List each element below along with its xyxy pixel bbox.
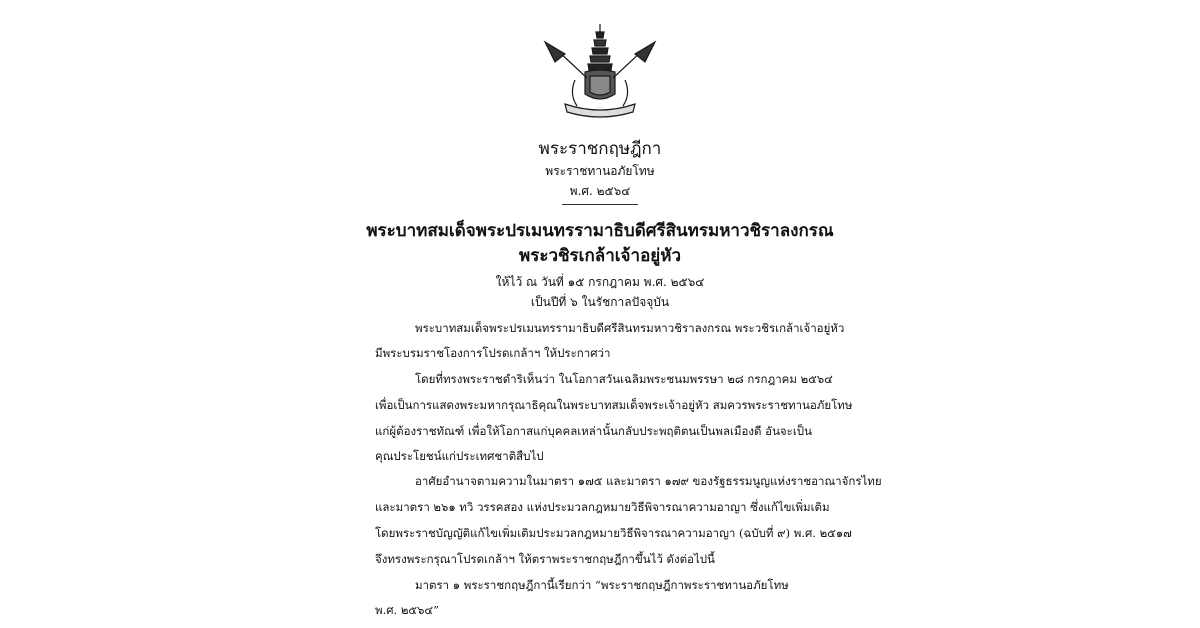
divider xyxy=(562,204,638,205)
decree-title: พระราชกฤษฎีกา xyxy=(538,139,662,159)
body-line: พระบาทสมเด็จพระปรเมนทรรามาธิบดีศรีสินทรมหาวชิราลงกรณ พระวชิรเกล้าเจ้าอยู่หัว xyxy=(415,321,845,335)
reign-year: เป็นปีที่ ๖ ในรัชกาลปัจจุบัน xyxy=(530,295,670,309)
decree-year: พ.ศ. ๒๕๖๔ xyxy=(569,184,631,198)
decree-subtitle: พระราชทานอภัยโทษ xyxy=(545,164,655,178)
king-name-line2: พระวชิรเกล้าเจ้าอยู่หัว xyxy=(519,246,681,266)
given-date: ให้ไว้ ณ วันที่ ๑๕ กรกฎาคม พ.ศ. ๒๕๖๔ xyxy=(495,275,705,289)
body-line: มีพระบรมราชโองการโปรดเกล้าฯ ให้ประกาศว่า xyxy=(375,346,611,360)
body-line: โดยพระราชบัญญัติแก้ไขเพิ่มเติมประมวลกฎหมายวิธีพิจารณาความอาญา (ฉบับที่ ๙) พ.ศ. ๒๕๑๗ xyxy=(375,526,852,540)
body-line: จึงทรงพระกรุณาโปรดเกล้าฯ ให้ตราพระราชกฤษฎีกาขึ้นไว้ ดังต่อไปนี้ xyxy=(375,552,715,566)
king-name-line1: พระบาทสมเด็จพระปรเมนทรรามาธิบดีศรีสินทรมหาวชิราลงกรณ xyxy=(366,221,834,241)
body-line: คุณประโยชน์แก่ประเทศชาติสืบไป xyxy=(375,449,544,463)
body-line: และมาตรา ๒๖๑ ทวิ วรรคสอง แห่งประมวลกฎหมายวิธีพิจารณาความอาญา ซึ่งแก้ไขเพิ่มเติม xyxy=(375,500,830,514)
royal-emblem-icon xyxy=(537,20,663,120)
body-line: แก่ผู้ต้องราชทัณฑ์ เพื่อให้โอกาสแก่บุคคลเหล่านั้นกลับประพฤติตนเป็นพลเมืองดี อันจะเป็น xyxy=(375,424,812,438)
body-line: มาตรา ๑ พระราชกฤษฎีกานี้เรียกว่า “พระราชกฤษฎีกาพระราชทานอภัยโทษ xyxy=(415,578,789,592)
body-line: พ.ศ. ๒๕๖๔” xyxy=(375,603,440,617)
body-line: โดยที่ทรงพระราชดำริเห็นว่า ในโอกาสวันเฉลิมพระชนมพรรษา ๒๘ กรกฎาคม ๒๕๖๔ xyxy=(415,372,833,386)
body-line: เพื่อเป็นการแสดงพระมหากรุณาธิคุณในพระบาทสมเด็จพระเจ้าอยู่หัว สมควรพระราชทานอภัยโทษ xyxy=(375,398,853,412)
body-line: อาศัยอำนาจตามความในมาตรา ๑๗๕ และมาตรา ๑๗๙ ของรัฐธรรมนูญแห่งราชอาณาจักรไทย xyxy=(415,474,882,488)
